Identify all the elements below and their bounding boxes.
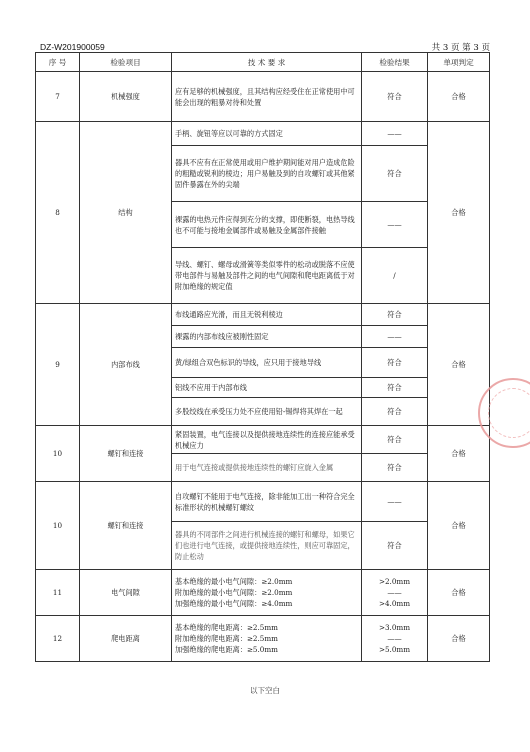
row-requirement: 裸露的电热元件应得到充分的支撑，即使断裂，电热导线也不可能与接地金属部件或易触及金属部件接触 xyxy=(172,202,362,248)
requirement-line: 基本绝缘的爬电距离：≥2.5mm xyxy=(175,623,278,632)
row-requirement: 黄/绿组合双色标识的导线，应只用于接地导线 xyxy=(172,348,362,378)
row-result: —— xyxy=(362,326,428,348)
row-no: 10 xyxy=(36,426,80,482)
row-item: 内部布线 xyxy=(80,304,172,426)
row-requirement: 铝线不应用于内部布线 xyxy=(172,378,362,398)
row-result: 符合 xyxy=(362,522,428,570)
row-requirement xyxy=(172,616,362,662)
header-item: 检验项目 xyxy=(80,53,172,72)
row-requirement: 裸露的内部布线应被刚性固定 xyxy=(172,326,362,348)
row-result: 符合 xyxy=(362,398,428,426)
row-result: 符合 xyxy=(362,426,428,454)
row-requirement: 自攻螺钉不能用于电气连接，除非能加工出一种符合完全标准形状的机械螺钉螺纹 xyxy=(172,482,362,522)
row-item: 电气间隙 xyxy=(80,570,172,616)
requirement-line: 加强绝缘的最小电气间隙：≥4.0mm xyxy=(175,599,293,608)
table-row xyxy=(36,616,490,662)
requirement-line: 附加绝缘的最小电气间隙：≥2.0mm xyxy=(175,588,293,597)
row-item: 螺钉和连接 xyxy=(80,482,172,570)
row-verdict: 合格 xyxy=(428,304,490,426)
requirement-line: 附加绝缘的爬电距离：≥2.5mm xyxy=(175,634,278,643)
result-line: >3.0mm xyxy=(378,623,411,632)
table-row xyxy=(36,426,490,454)
requirement-line: 加强绝缘的爬电距离：≥5.0mm xyxy=(175,645,278,654)
row-result: —— xyxy=(362,202,428,248)
row-requirement: 用于电气连接或提供接地连续性的螺钉应旋入金属 xyxy=(172,454,362,482)
row-result: 符合 xyxy=(362,454,428,482)
row-verdict: 合格 xyxy=(428,482,490,570)
result-line: —— xyxy=(387,634,402,643)
row-verdict: 合格 xyxy=(428,122,490,304)
row-item: 螺钉和连接 xyxy=(80,426,172,482)
row-requirement: 器具的不同部件之间进行机械连接的螺钉和螺母，如果它们也进行电气连接，或提供接地连续性，则应可靠固定，防止松动 xyxy=(172,522,362,570)
table-row xyxy=(36,482,490,522)
row-requirement: 手柄、旋钮等应以可靠的方式固定 xyxy=(172,122,362,146)
row-no: 9 xyxy=(36,304,80,426)
row-result: / xyxy=(362,248,428,304)
table-row xyxy=(36,570,490,616)
row-no: 12 xyxy=(36,616,80,662)
requirement-line: 基本绝缘的最小电气间隙：≥2.0mm xyxy=(175,577,293,586)
row-requirement xyxy=(172,570,362,616)
row-no: 8 xyxy=(36,122,80,304)
header-verdict: 单项判定 xyxy=(428,53,490,72)
result-line: >4.0mm xyxy=(378,599,411,608)
row-no: 10 xyxy=(36,482,80,570)
footer-note: 以下空白 xyxy=(250,686,280,695)
row-item: 机械强度 xyxy=(80,72,172,122)
row-result: 符合 xyxy=(362,304,428,326)
header-requirement: 技 术 要 求 xyxy=(172,53,362,72)
row-result xyxy=(362,570,428,616)
row-result: —— xyxy=(362,122,428,146)
row-result: —— xyxy=(362,482,428,522)
seal-inner-ring xyxy=(488,388,530,438)
row-item: 结构 xyxy=(80,122,172,304)
row-verdict: 合格 xyxy=(428,426,490,482)
row-item: 爬电距离 xyxy=(80,616,172,662)
row-requirement: 应有足够的机械强度，且其结构应经受住在正常使用中可能会出现的粗暴对待和处置 xyxy=(172,72,362,122)
page-info: 共 3 页 第 3 页 xyxy=(431,43,490,53)
row-result: 符合 xyxy=(362,348,428,378)
table-row xyxy=(36,122,490,146)
row-result: 符合 xyxy=(362,146,428,202)
row-result xyxy=(362,616,428,662)
result-line: >2.0mm xyxy=(378,577,411,586)
row-result: 符合 xyxy=(362,378,428,398)
row-requirement: 布线通路应光滑，而且无锐利棱边 xyxy=(172,304,362,326)
result-line: >5.0mm xyxy=(378,645,411,654)
row-requirement: 器具不应有在正常使用或用户维护期间能对用户造成危险的粗糙或锐利的棱边；用户易触及到的自攻螺钉或其他紧固件暴露在外的尖端 xyxy=(172,146,362,202)
row-verdict: 合格 xyxy=(428,616,490,662)
inspection-table xyxy=(35,52,490,662)
row-requirement: 多股绞线在承受压力处不应使用铅-锡焊将其焊在一起 xyxy=(172,398,362,426)
row-verdict: 合格 xyxy=(428,72,490,122)
row-no: 7 xyxy=(36,72,80,122)
table-header-row xyxy=(36,53,490,72)
row-requirement: 导线、螺钉、螺母或滑簧等类似零件的松动或脱落不应使带电部件与易触及部件之间的电气间隙和爬电距离低于对附加绝缘的规定值 xyxy=(172,248,362,304)
table-row xyxy=(36,72,490,122)
row-requirement: 紧固装置，电气连接以及提供接地连续性的连接应能承受机械应力 xyxy=(172,426,362,454)
header-no: 序 号 xyxy=(36,53,80,72)
table-row xyxy=(36,304,490,326)
document-number: DZ-W201900059 xyxy=(40,42,105,52)
header-result: 检验结果 xyxy=(362,53,428,72)
row-result: 符合 xyxy=(362,72,428,122)
row-no: 11 xyxy=(36,570,80,616)
row-verdict: 合格 xyxy=(428,570,490,616)
result-line: —— xyxy=(387,588,402,597)
